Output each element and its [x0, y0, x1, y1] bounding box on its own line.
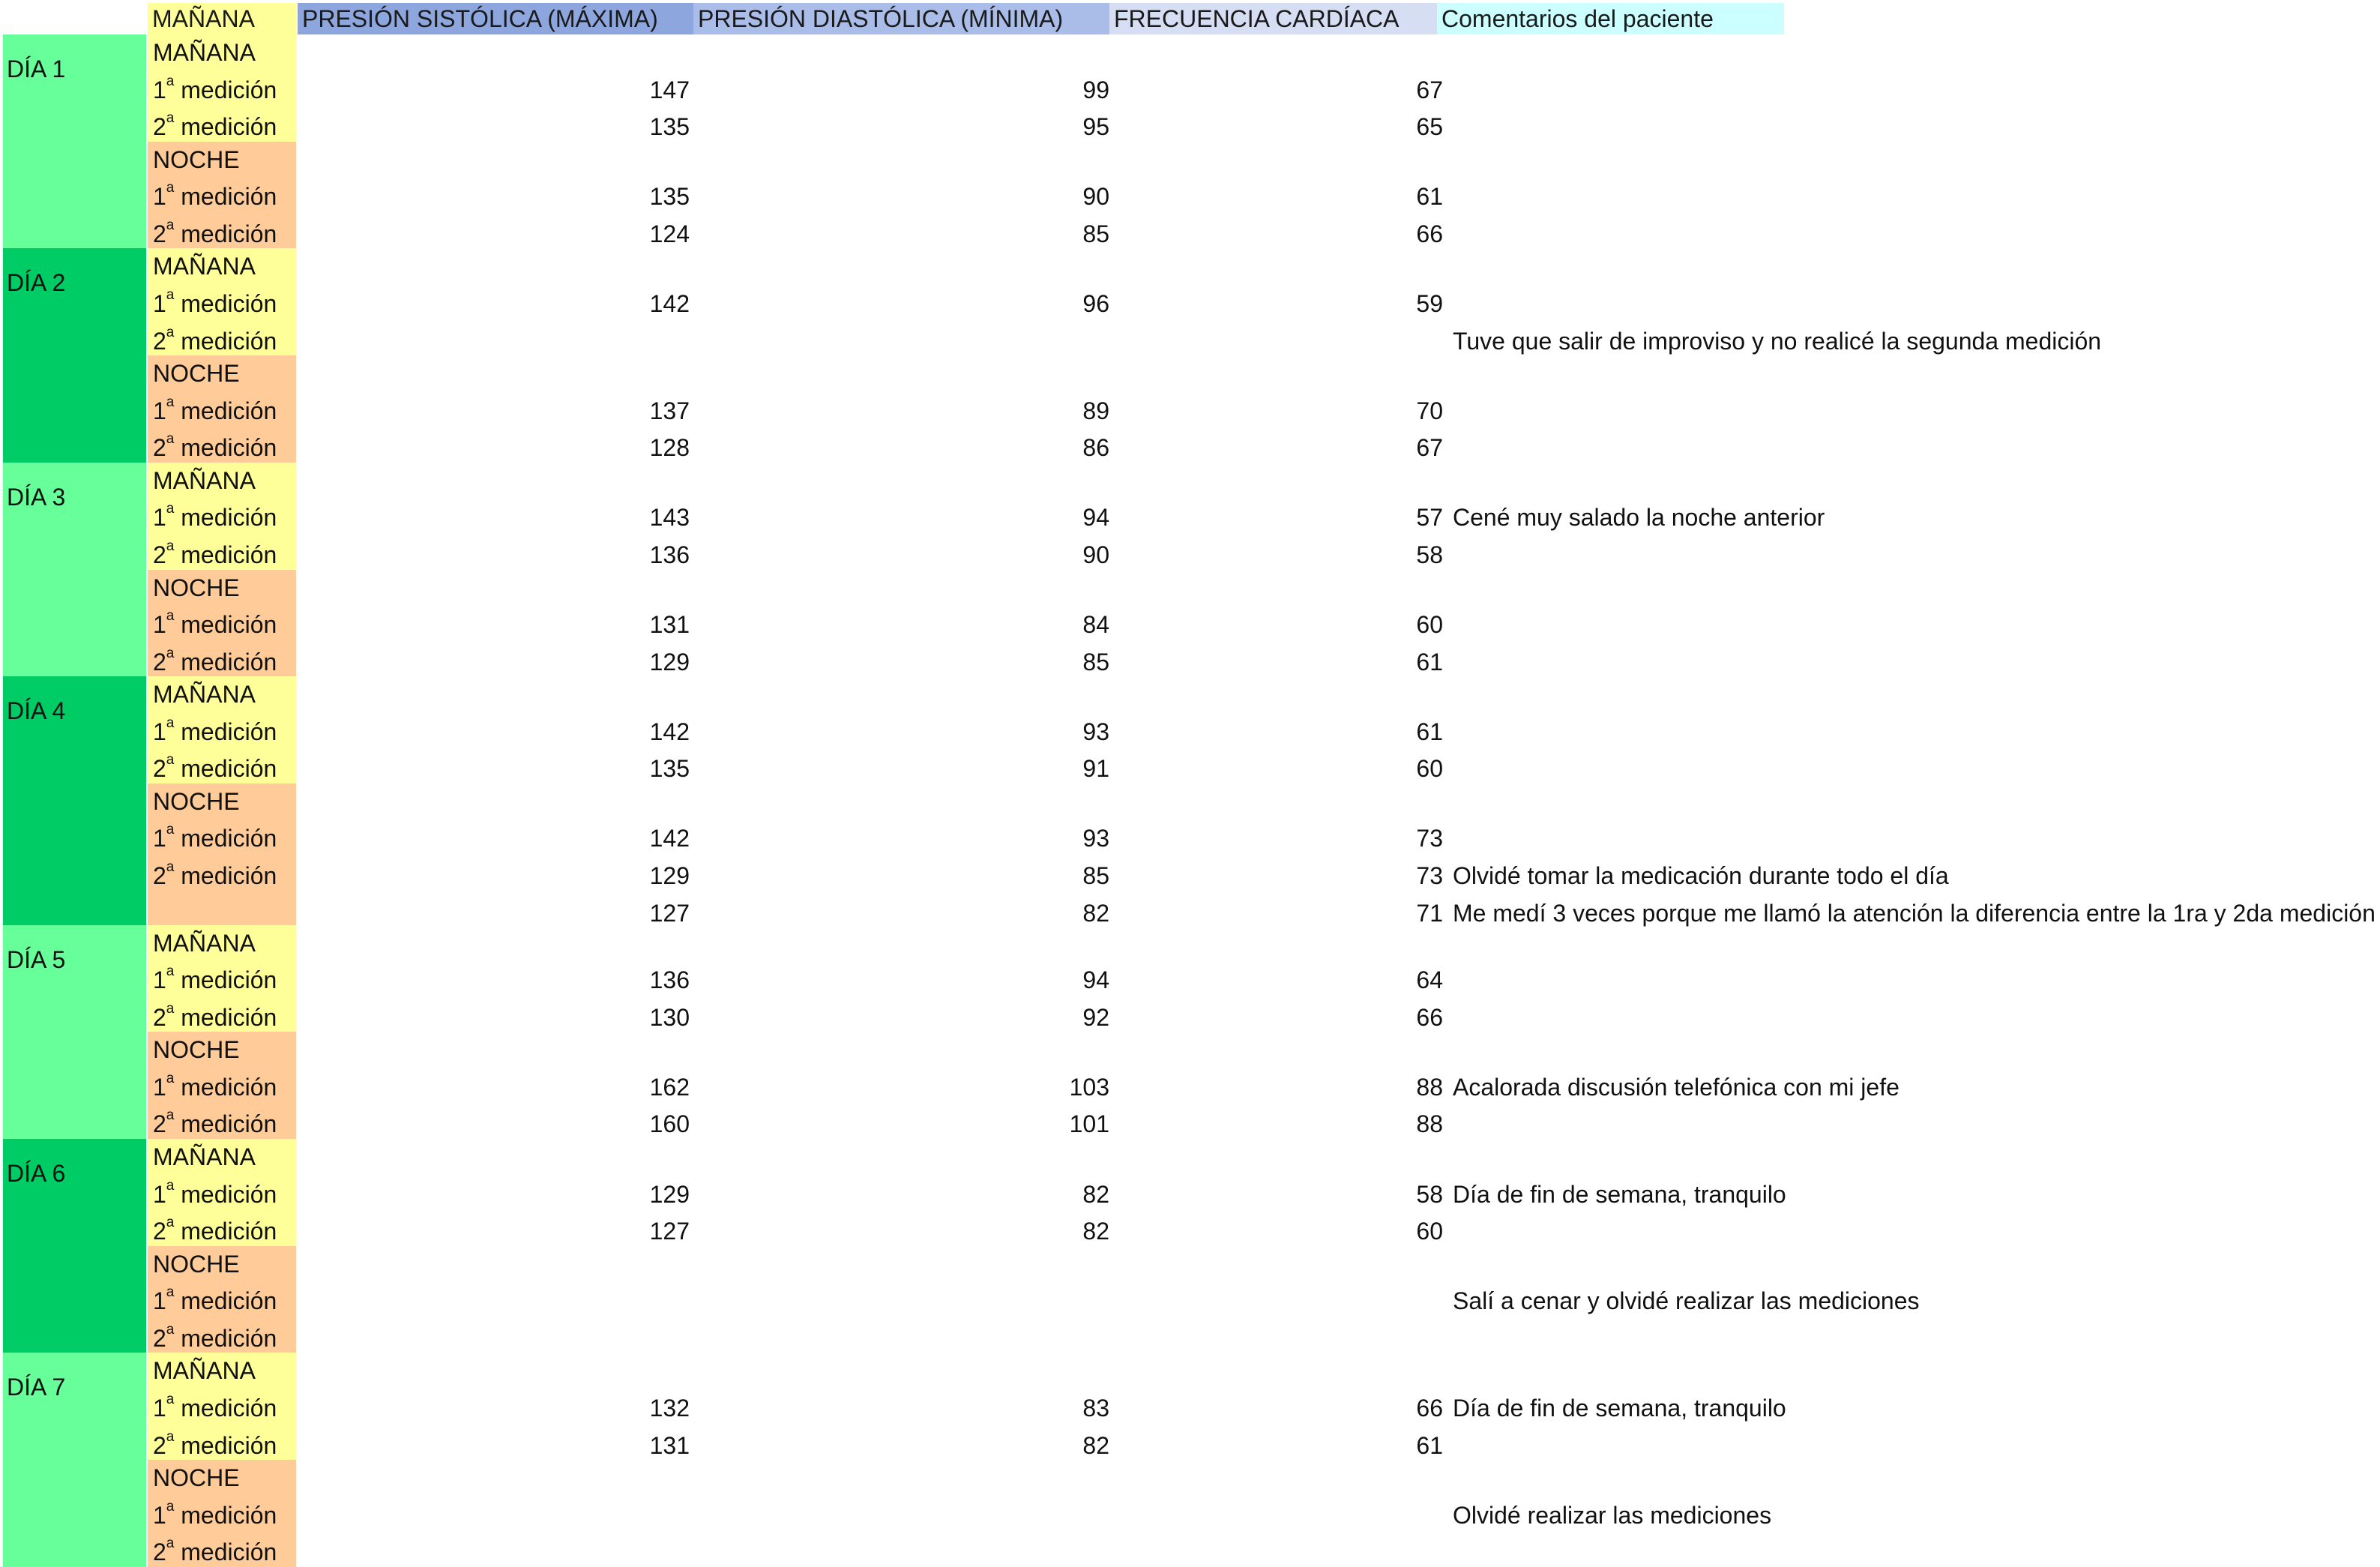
period-label-noche: NOCHE: [153, 145, 240, 173]
systolic-value: 131: [649, 611, 690, 638]
period-label-noche: NOCHE: [153, 1464, 240, 1492]
diastolic-value: 94: [1082, 966, 1109, 994]
diastolic-value: 93: [1082, 825, 1109, 852]
measurement-number: 1: [153, 1073, 166, 1101]
measurement-label: [153, 1215, 277, 1245]
measurement-number: 2: [153, 1003, 166, 1031]
measurement-label: [153, 73, 277, 104]
measurement-number: 2: [153, 1324, 166, 1352]
heart-rate-value: 61: [1416, 1431, 1443, 1459]
systolic-value: 137: [649, 397, 690, 424]
heart-rate-value: 58: [1416, 541, 1443, 568]
measurement-number: 2: [153, 220, 166, 247]
diastolic-value: 91: [1082, 755, 1109, 783]
measurement-word: medición: [181, 1501, 277, 1529]
period-label-noche: NOCHE: [153, 1250, 240, 1278]
measurement-ordinal: a: [166, 752, 175, 769]
header-frecuencia: FRECUENCIA CARDÍACA: [1109, 3, 1437, 34]
systolic-value: 162: [649, 1073, 690, 1101]
measurement-word: medición: [181, 289, 277, 317]
measurement-label: [153, 715, 277, 746]
measurement-label: [153, 180, 277, 211]
measurement-ordinal: a: [166, 822, 175, 838]
measurement-label: [153, 1107, 277, 1138]
measurement-label: [153, 110, 277, 141]
measurement-word: medición: [181, 966, 277, 994]
diastolic-value: 96: [1082, 289, 1109, 317]
patient-comment: Me medí 3 veces porque me llamó la atención la diferencia entre la 1ra y 2da medición: [1453, 899, 2376, 927]
patient-comment: Acalorada discusión telefónica con mi jefe: [1453, 1073, 1900, 1101]
measurement-ordinal: a: [166, 431, 175, 448]
measurement-number: 1: [153, 1394, 166, 1422]
measurement-word: medición: [181, 76, 277, 103]
header-comentarios: Comentarios del paciente: [1437, 3, 1784, 34]
diastolic-value: 92: [1082, 1003, 1109, 1031]
measurement-ordinal: a: [166, 1284, 175, 1301]
heart-rate-value: 61: [1416, 718, 1443, 745]
measurement-ordinal: a: [166, 1498, 175, 1515]
measurement-label: [153, 394, 277, 425]
diastolic-value: 99: [1082, 76, 1109, 103]
measurement-ordinal: a: [166, 1321, 175, 1338]
measurement-number: 2: [153, 113, 166, 141]
systolic-value: 130: [649, 1003, 690, 1031]
measurement-ordinal: a: [166, 1391, 175, 1407]
period-label-manana: MAÑANA: [153, 466, 256, 494]
systolic-value: 124: [649, 220, 690, 247]
measurement-label: [153, 1284, 277, 1315]
measurement-number: 1: [153, 1180, 166, 1208]
systolic-value: 143: [649, 504, 690, 532]
measurement-number: 1: [153, 504, 166, 532]
patient-comment: Cené muy salado la noche anterior: [1453, 504, 1825, 532]
heart-rate-value: 61: [1416, 648, 1443, 676]
period-label-manana: MAÑANA: [153, 39, 256, 66]
measurement-label: [153, 1391, 277, 1422]
measurement-ordinal: a: [166, 715, 175, 731]
measurement-number: 2: [153, 1431, 166, 1459]
diastolic-value: 85: [1082, 862, 1109, 889]
measurement-label: [153, 324, 277, 355]
measurement-label: [153, 822, 277, 852]
measurement-label: [153, 859, 277, 890]
header-diastolica: PRESIÓN DIASTÓLICA (MÍNIMA): [693, 3, 1109, 34]
measurement-word: medición: [181, 1324, 277, 1352]
systolic-value: 127: [649, 1218, 690, 1245]
measurement-ordinal: a: [166, 1428, 175, 1445]
measurement-number: 2: [153, 862, 166, 889]
measurement-word: medición: [181, 755, 277, 783]
measurement-ordinal: a: [166, 501, 175, 517]
diastolic-value: 101: [1069, 1110, 1109, 1138]
systolic-value: 135: [649, 183, 690, 211]
diastolic-value: 82: [1082, 1218, 1109, 1245]
heart-rate-value: 66: [1416, 1003, 1443, 1031]
patient-comment: Tuve que salir de improviso y no realicé la segunda medición: [1453, 327, 2102, 355]
diastolic-value: 84: [1082, 611, 1109, 638]
systolic-value: 132: [649, 1394, 690, 1422]
measurement-word: medición: [181, 327, 277, 355]
measurement-label: [153, 608, 277, 639]
header-sistolica: PRESIÓN SISTÓLICA (MÁXIMA): [298, 3, 693, 34]
diastolic-value: 95: [1082, 113, 1109, 141]
measurement-number: 1: [153, 289, 166, 317]
measurement-word: medición: [181, 648, 277, 676]
measurement-label: [153, 1536, 277, 1566]
systolic-value: 131: [649, 1431, 690, 1459]
systolic-value: 147: [649, 76, 690, 103]
day-label: DÍA 3: [7, 483, 66, 511]
measurement-number: 2: [153, 434, 166, 462]
day-label: DÍA 2: [7, 269, 66, 297]
diastolic-value: 83: [1082, 1394, 1109, 1422]
measurement-label: [153, 1498, 277, 1530]
measurement-word: medición: [181, 1110, 277, 1138]
day-label: DÍA 1: [7, 55, 66, 82]
systolic-value: 127: [649, 899, 690, 927]
systolic-value: 135: [649, 113, 690, 141]
measurement-word: medición: [181, 1539, 277, 1566]
measurement-label: [153, 1000, 277, 1032]
diastolic-value: 94: [1082, 504, 1109, 532]
period-label-manana: MAÑANA: [153, 1357, 256, 1385]
measurement-ordinal: a: [166, 1000, 175, 1017]
measurement-word: medición: [181, 1394, 277, 1422]
systolic-value: 136: [649, 966, 690, 994]
systolic-value: 142: [649, 289, 690, 317]
diastolic-value: 82: [1082, 1180, 1109, 1208]
heart-rate-value: 65: [1416, 113, 1443, 141]
measurement-ordinal: a: [166, 110, 175, 127]
measurement-word: medición: [181, 113, 277, 141]
measurement-ordinal: a: [166, 963, 175, 980]
heart-rate-value: 88: [1416, 1073, 1443, 1101]
measurement-ordinal: a: [166, 394, 175, 410]
measurement-number: 1: [153, 76, 166, 103]
measurement-label: [153, 286, 277, 318]
measurement-label: [153, 752, 277, 783]
period-label-noche: NOCHE: [153, 1036, 240, 1064]
heart-rate-value: 71: [1416, 899, 1443, 927]
diastolic-value: 85: [1082, 648, 1109, 676]
measurement-word: medición: [181, 1431, 277, 1459]
heart-rate-value: 66: [1416, 220, 1443, 247]
systolic-value: 142: [649, 718, 690, 745]
diastolic-value: 90: [1082, 541, 1109, 568]
systolic-value: 142: [649, 825, 690, 852]
patient-comment: Olvidé tomar la medicación durante todo el día: [1453, 862, 1949, 889]
measurement-word: medición: [181, 825, 277, 852]
measurement-number: 2: [153, 327, 166, 355]
measurement-label: [153, 645, 277, 676]
measurement-number: 1: [153, 1287, 166, 1315]
measurement-label: [153, 217, 277, 248]
measurement-ordinal: a: [166, 645, 175, 661]
day-label: DÍA 7: [7, 1374, 66, 1401]
measurement-ordinal: a: [166, 1536, 175, 1552]
diastolic-value: 93: [1082, 718, 1109, 745]
measurement-word: medición: [181, 611, 277, 638]
period-label-noche: NOCHE: [153, 787, 240, 815]
measurement-number: 1: [153, 718, 166, 745]
measurement-number: 2: [153, 1218, 166, 1245]
heart-rate-value: 61: [1416, 183, 1443, 211]
heart-rate-value: 67: [1416, 76, 1443, 103]
measurement-label: [153, 1321, 277, 1353]
diastolic-value: 89: [1082, 397, 1109, 424]
measurement-word: medición: [181, 1180, 277, 1208]
measurement-number: 1: [153, 1501, 166, 1529]
measurement-word: medición: [181, 718, 277, 745]
measurement-number: 1: [153, 183, 166, 211]
measurement-ordinal: a: [166, 1215, 175, 1231]
measurement-ordinal: a: [166, 538, 175, 554]
diastolic-value: 103: [1069, 1073, 1109, 1101]
systolic-value: 160: [649, 1110, 690, 1138]
measurement-ordinal: a: [166, 1107, 175, 1124]
day-label: DÍA 6: [7, 1160, 66, 1187]
measurement-word: medición: [181, 862, 277, 889]
measurement-word: medición: [181, 504, 277, 532]
heart-rate-value: 67: [1416, 434, 1443, 462]
measurement-ordinal: a: [166, 608, 175, 624]
measurement-ordinal: a: [166, 1070, 175, 1086]
period-label-manana: MAÑANA: [153, 1143, 256, 1170]
measurement-number: 2: [153, 755, 166, 783]
systolic-value: 135: [649, 755, 690, 783]
systolic-value: 136: [649, 541, 690, 568]
measurement-ordinal: a: [166, 73, 175, 89]
measurement-word: medición: [181, 1003, 277, 1031]
period-label-noche: NOCHE: [153, 574, 240, 601]
heart-rate-value: 66: [1416, 1394, 1443, 1422]
measurement-word: medición: [181, 220, 277, 247]
heart-rate-value: 64: [1416, 966, 1443, 994]
measurement-label: [153, 1070, 277, 1101]
patient-comment: Día de fin de semana, tranquilo: [1453, 1394, 1786, 1422]
measurement-word: medición: [181, 434, 277, 462]
heart-rate-value: 60: [1416, 755, 1443, 783]
systolic-value: 129: [649, 648, 690, 676]
diastolic-value: 82: [1082, 1431, 1109, 1459]
measurement-number: 2: [153, 541, 166, 568]
measurement-label: [153, 1177, 277, 1209]
heart-rate-value: 70: [1416, 397, 1443, 424]
period-label-noche: NOCHE: [153, 360, 240, 388]
measurement-label: [153, 538, 277, 569]
measurement-number: 1: [153, 825, 166, 852]
period-label-manana: MAÑANA: [153, 253, 256, 280]
measurement-number: 2: [153, 1539, 166, 1566]
measurement-number: 1: [153, 611, 166, 638]
header-manana: MAÑANA: [148, 3, 296, 34]
day-label: DÍA 5: [7, 945, 66, 973]
diastolic-value: 85: [1082, 220, 1109, 247]
measurement-number: 2: [153, 648, 166, 676]
period-label-manana: MAÑANA: [153, 929, 256, 957]
systolic-value: 128: [649, 434, 690, 462]
systolic-value: 129: [649, 1180, 690, 1208]
measurement-ordinal: a: [166, 180, 175, 196]
measurement-ordinal: a: [166, 859, 175, 875]
measurement-number: 1: [153, 397, 166, 424]
diastolic-value: 86: [1082, 434, 1109, 462]
measurement-word: medición: [181, 397, 277, 424]
measurement-label: [153, 501, 277, 532]
diastolic-value: 90: [1082, 183, 1109, 211]
heart-rate-value: 57: [1416, 504, 1443, 532]
measurement-label: [153, 963, 277, 994]
measurement-label: [153, 1428, 277, 1460]
measurement-word: medición: [181, 541, 277, 568]
heart-rate-value: 60: [1416, 611, 1443, 638]
patient-comment: Día de fin de semana, tranquilo: [1453, 1180, 1786, 1208]
measurement-ordinal: a: [166, 324, 175, 340]
measurement-number: 2: [153, 1110, 166, 1138]
measurement-word: medición: [181, 183, 277, 211]
patient-comment: Salí a cenar y olvidé realizar las mediciones: [1453, 1287, 1920, 1315]
patient-comment: Olvidé realizar las mediciones: [1453, 1501, 1772, 1529]
heart-rate-value: 58: [1416, 1180, 1443, 1208]
period-label-manana: MAÑANA: [153, 681, 256, 709]
heart-rate-value: 73: [1416, 862, 1443, 889]
diastolic-value: 82: [1082, 899, 1109, 927]
measurement-word: medición: [181, 1073, 277, 1101]
heart-rate-value: 88: [1416, 1110, 1443, 1138]
measurement-ordinal: a: [166, 217, 175, 233]
measurement-ordinal: a: [166, 1177, 175, 1194]
day-label: DÍA 4: [7, 697, 66, 725]
systolic-value: 129: [649, 862, 690, 889]
heart-rate-value: 59: [1416, 289, 1443, 317]
heart-rate-value: 60: [1416, 1218, 1443, 1245]
measurement-word: medición: [181, 1287, 277, 1315]
measurement-ordinal: a: [166, 286, 175, 303]
measurement-number: 1: [153, 966, 166, 994]
measurement-label: [153, 431, 277, 462]
heart-rate-value: 73: [1416, 825, 1443, 852]
measurement-word: medición: [181, 1218, 277, 1245]
